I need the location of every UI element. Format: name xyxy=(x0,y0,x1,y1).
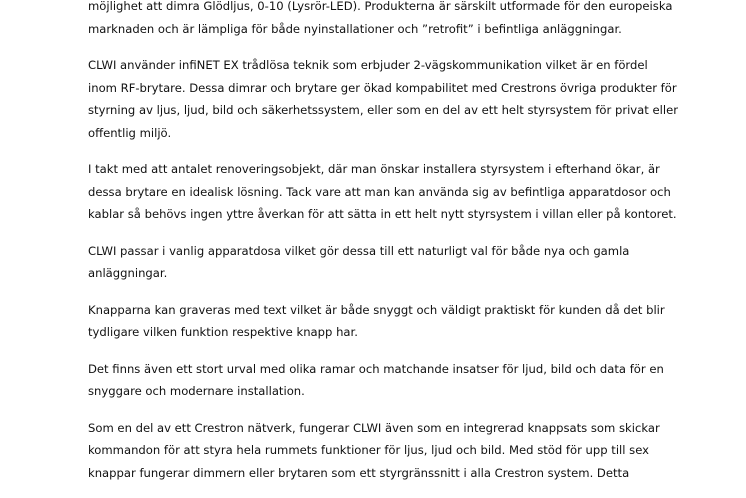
text-line: CLWI använder infiNET EX trådlösa teknik som erbjuder 2-vägskommunikation vilket är en fördel xyxy=(88,58,648,72)
text-line: offentlig miljö. xyxy=(88,125,172,140)
text-line: inom RF-brytare. Dessa dimrar och brytare ger ökad kompabilitet med Crestrons övriga produkter för xyxy=(88,80,677,95)
text-line: möjlighet att dimra Glödljus, 0-10 (Lysrör-LED). Produkterna är särskilt utformade för den europeiska xyxy=(88,0,673,13)
text-line: marknaden och är lämpliga för både nyinstallationer och ”retrofit” i befintliga anläggningar. xyxy=(88,21,622,36)
text-line: knappar fungerar dimmern eller brytaren som ett styrgränssnitt i alla Crestron system. Detta xyxy=(88,465,630,480)
text-line: Som en del av ett Crestron nätverk, fungerar CLWI även som en integrerad knappsats som skickar xyxy=(88,420,660,435)
text-line: anläggningar. xyxy=(88,266,168,280)
text-line: snyggare och modernare installation. xyxy=(88,384,305,398)
text-line: Det finns även ett stort urval med olika ramar och matchande insatser för ljud, bild och data för en xyxy=(88,361,664,376)
text-line: styrning av ljus, ljud, bild och säkerhetssystem, eller som en del av ett helt styrsystem för privat eller xyxy=(88,103,678,117)
text-line: kablar så behövs ingen yttre åverkan för att sätta in ett helt nytt styrsystem i villan eller på kontoret. xyxy=(88,207,677,221)
text-line: dessa brytare en idealisk lösning. Tack vare att man kan använda sig av befintliga apparatdosor och xyxy=(88,184,671,199)
paragraph-frames xyxy=(88,358,668,403)
paragraph-apparatdosa xyxy=(88,240,668,285)
paragraph-engraving xyxy=(88,299,668,344)
text-line: tydligare vilken funktion respektive knapp har. xyxy=(88,325,358,339)
paragraph-product-intro xyxy=(88,0,673,40)
paragraph-keypad xyxy=(88,417,668,485)
document-body xyxy=(88,0,678,498)
text-line: I takt med att antalet renoveringsobjekt, där man önskar installera styrsystem i efterhand ökar, är xyxy=(88,162,660,176)
paragraph-infinet xyxy=(88,54,678,144)
text-line: kommandon för att styra hela rummets funktioner för ljus, ljud och bild. Med stöd för upp till sex xyxy=(88,443,650,457)
paragraph-renovation xyxy=(88,158,677,226)
text-line: CLWI passar i vanlig apparatdosa vilket gör dessa till ett naturligt val för både nya och gamla xyxy=(88,243,630,258)
text-line: Knapparna kan graveras med text vilket är både snyggt och väldigt praktiskt för kunden då det blir xyxy=(88,302,665,317)
